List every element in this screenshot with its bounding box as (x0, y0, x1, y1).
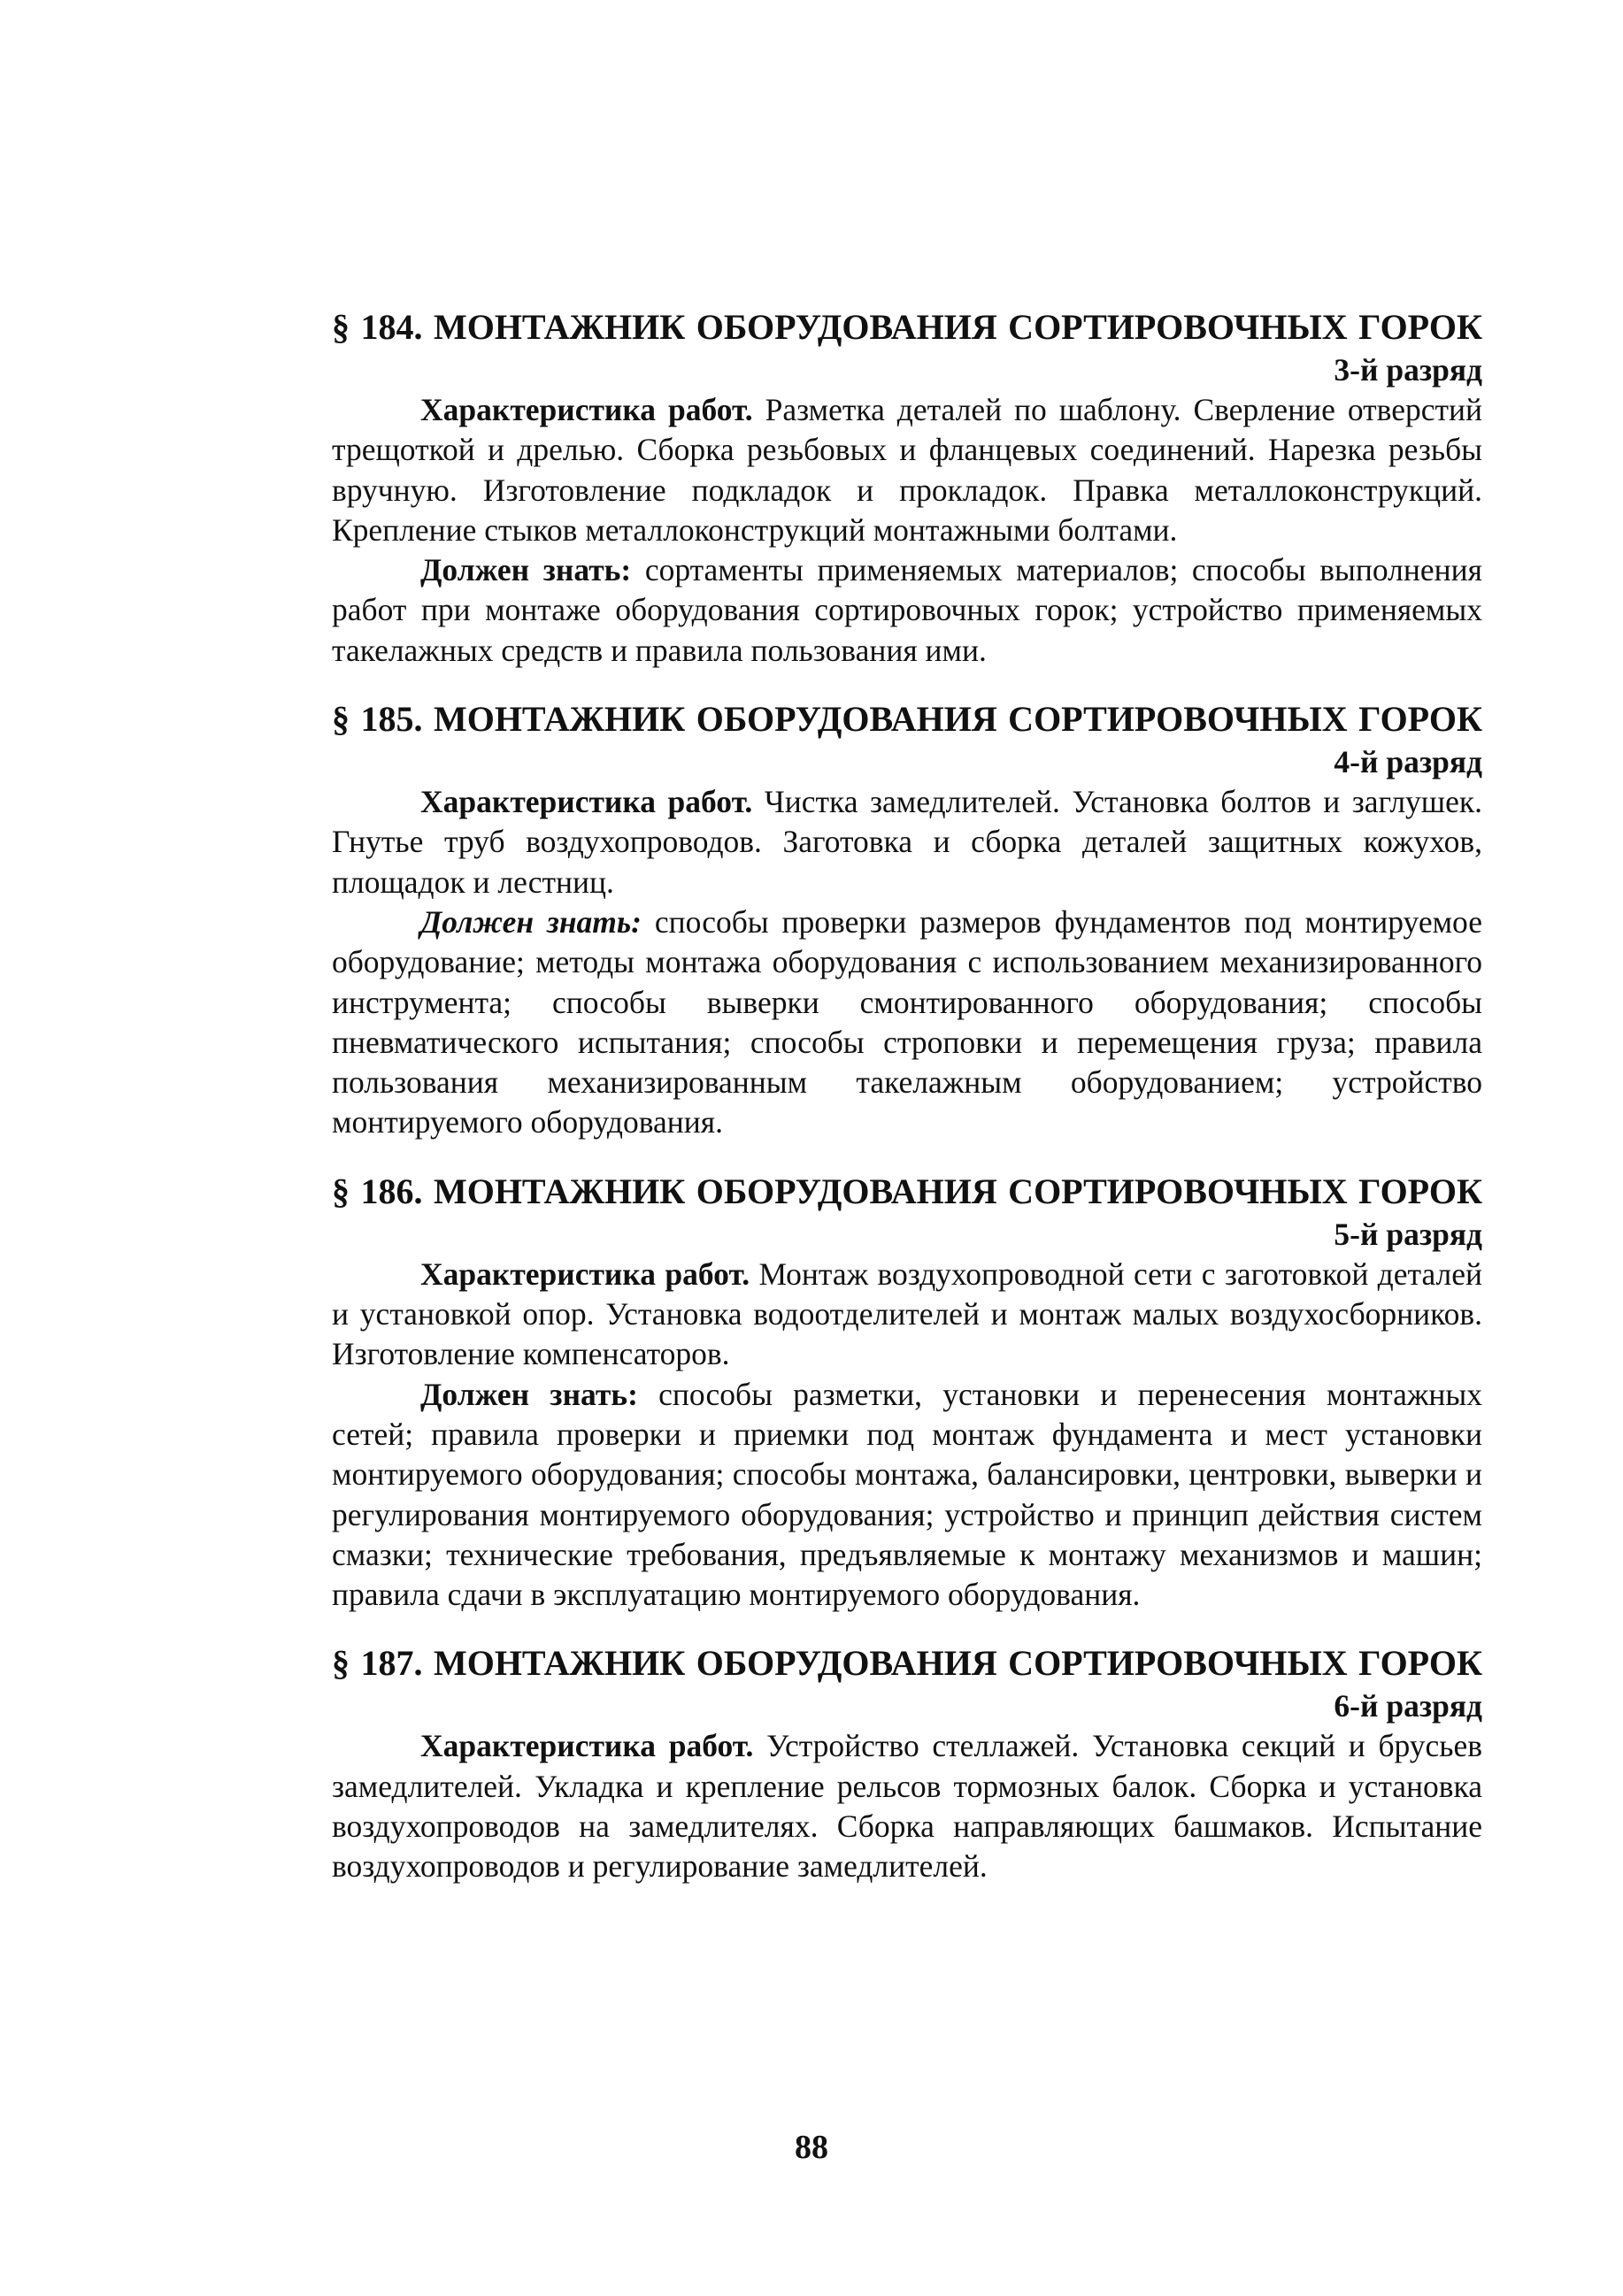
work-characteristics-label: Характеристика работ. (420, 392, 753, 427)
work-characteristics-paragraph (332, 1255, 1482, 1375)
section-186 (332, 1170, 1482, 1616)
section-title: § 185. МОНТАЖНИК ОБОРУДОВАНИЯ СОРТИРОВОЧНЫХ ГОРОК (332, 699, 1482, 740)
work-characteristics-text: Разметка деталей по шаблону. Сверление отверстий трещоткой и дрелью. Сборка резьбовых и фланцевых соединений. Нарезка резьбы вручную. Изготовление подкладок и прокладок. Правка металлоконструкций. Крепление стыков металлоконструкций монтажными болтами. (332, 392, 1482, 548)
work-characteristics-label: Характеристика работ. (420, 1728, 754, 1764)
required-knowledge-text: сортаменты применяемых материалов; способы выполнения работ при монтаже оборудования сортировочных горок; устройство применяемых такелажных средств и правила пользования ими. (332, 552, 1482, 668)
page-content (332, 305, 1482, 1887)
required-knowledge-label: Должен знать: (420, 903, 642, 940)
work-characteristics-text: Чистка замедлителей. Установка болтов и заглушек. Гнутье труб воздухопроводов. Заготовка и сборка деталей защитных кожухов, площадок и лестниц. (332, 784, 1483, 900)
grade-label: 4-й разряд (1334, 744, 1482, 780)
section-187 (332, 1641, 1482, 1886)
required-knowledge-paragraph (332, 902, 1482, 1143)
grade-label: 6-й разряд (1334, 1688, 1482, 1724)
required-knowledge-paragraph (332, 550, 1482, 671)
work-characteristics-paragraph (332, 390, 1482, 550)
grade-label: 5-й разряд (1334, 1216, 1482, 1252)
work-characteristics-paragraph (332, 1726, 1482, 1886)
work-characteristics-label: Характеристика работ. (420, 1256, 750, 1292)
section-title: § 187. МОНТАЖНИК ОБОРУДОВАНИЯ СОРТИРОВОЧНЫХ ГОРОК (332, 1643, 1482, 1684)
required-knowledge-text: способы разметки, установки и перенесения монтажных сетей; правила проверки и приемки под монтаж фундамента и мест установки монтируемого оборудования; способы монтажа, балансировки, центровки, выверки и регулирования монтируемого оборудования; устройство и принцип действия систем смазки; технические требования, предъявляемые к монтажу механизмов и машин; правила сдачи в эксплуатацию монтируемого оборудования. (332, 1376, 1482, 1613)
section-185 (332, 697, 1482, 1143)
section-title: § 184. МОНТАЖНИК ОБОРУДОВАНИЯ СОРТИРОВОЧНЫХ ГОРОК (332, 307, 1482, 347)
work-characteristics-text: Монтаж воздухопроводной сети с заготовкой деталей и установкой опор. Установка водоотделителей и монтаж малых воздухосборников. Изготовление компенсаторов. (332, 1256, 1482, 1372)
work-characteristics-paragraph (332, 782, 1482, 902)
required-knowledge-label: Должен знать: (420, 1376, 638, 1412)
required-knowledge-text: способы проверки размеров фундаментов под монтируемое оборудование; методы монтажа оборудования с использованием механизированного инструмента; способы выверки смонтированного оборудования; способы пневматического испытания; способы строповки и перемещения груза; правила пользования механизированным такелажным оборудованием; устройство монтируемого оборудования. (332, 903, 1482, 1140)
grade-label: 3-й разряд (1334, 352, 1482, 388)
required-knowledge-paragraph (332, 1375, 1482, 1616)
work-characteristics-text: Устройство стеллажей. Установка секций и брусьев замедлителей. Укладка и крепление рельсов тормозных балок. Сборка и установка воздухопроводов на замедлителях. Сборка направляющих башмаков. Испытание воздухопроводов и регулирование замедлителей. (332, 1728, 1482, 1885)
required-knowledge-label: Должен знать: (420, 552, 632, 588)
section-title: § 186. МОНТАЖНИК ОБОРУДОВАНИЯ СОРТИРОВОЧНЫХ ГОРОК (332, 1171, 1482, 1211)
page-number: 88 (795, 2129, 828, 2166)
work-characteristics-label: Характеристика работ. (420, 784, 753, 820)
section-184 (332, 305, 1482, 671)
